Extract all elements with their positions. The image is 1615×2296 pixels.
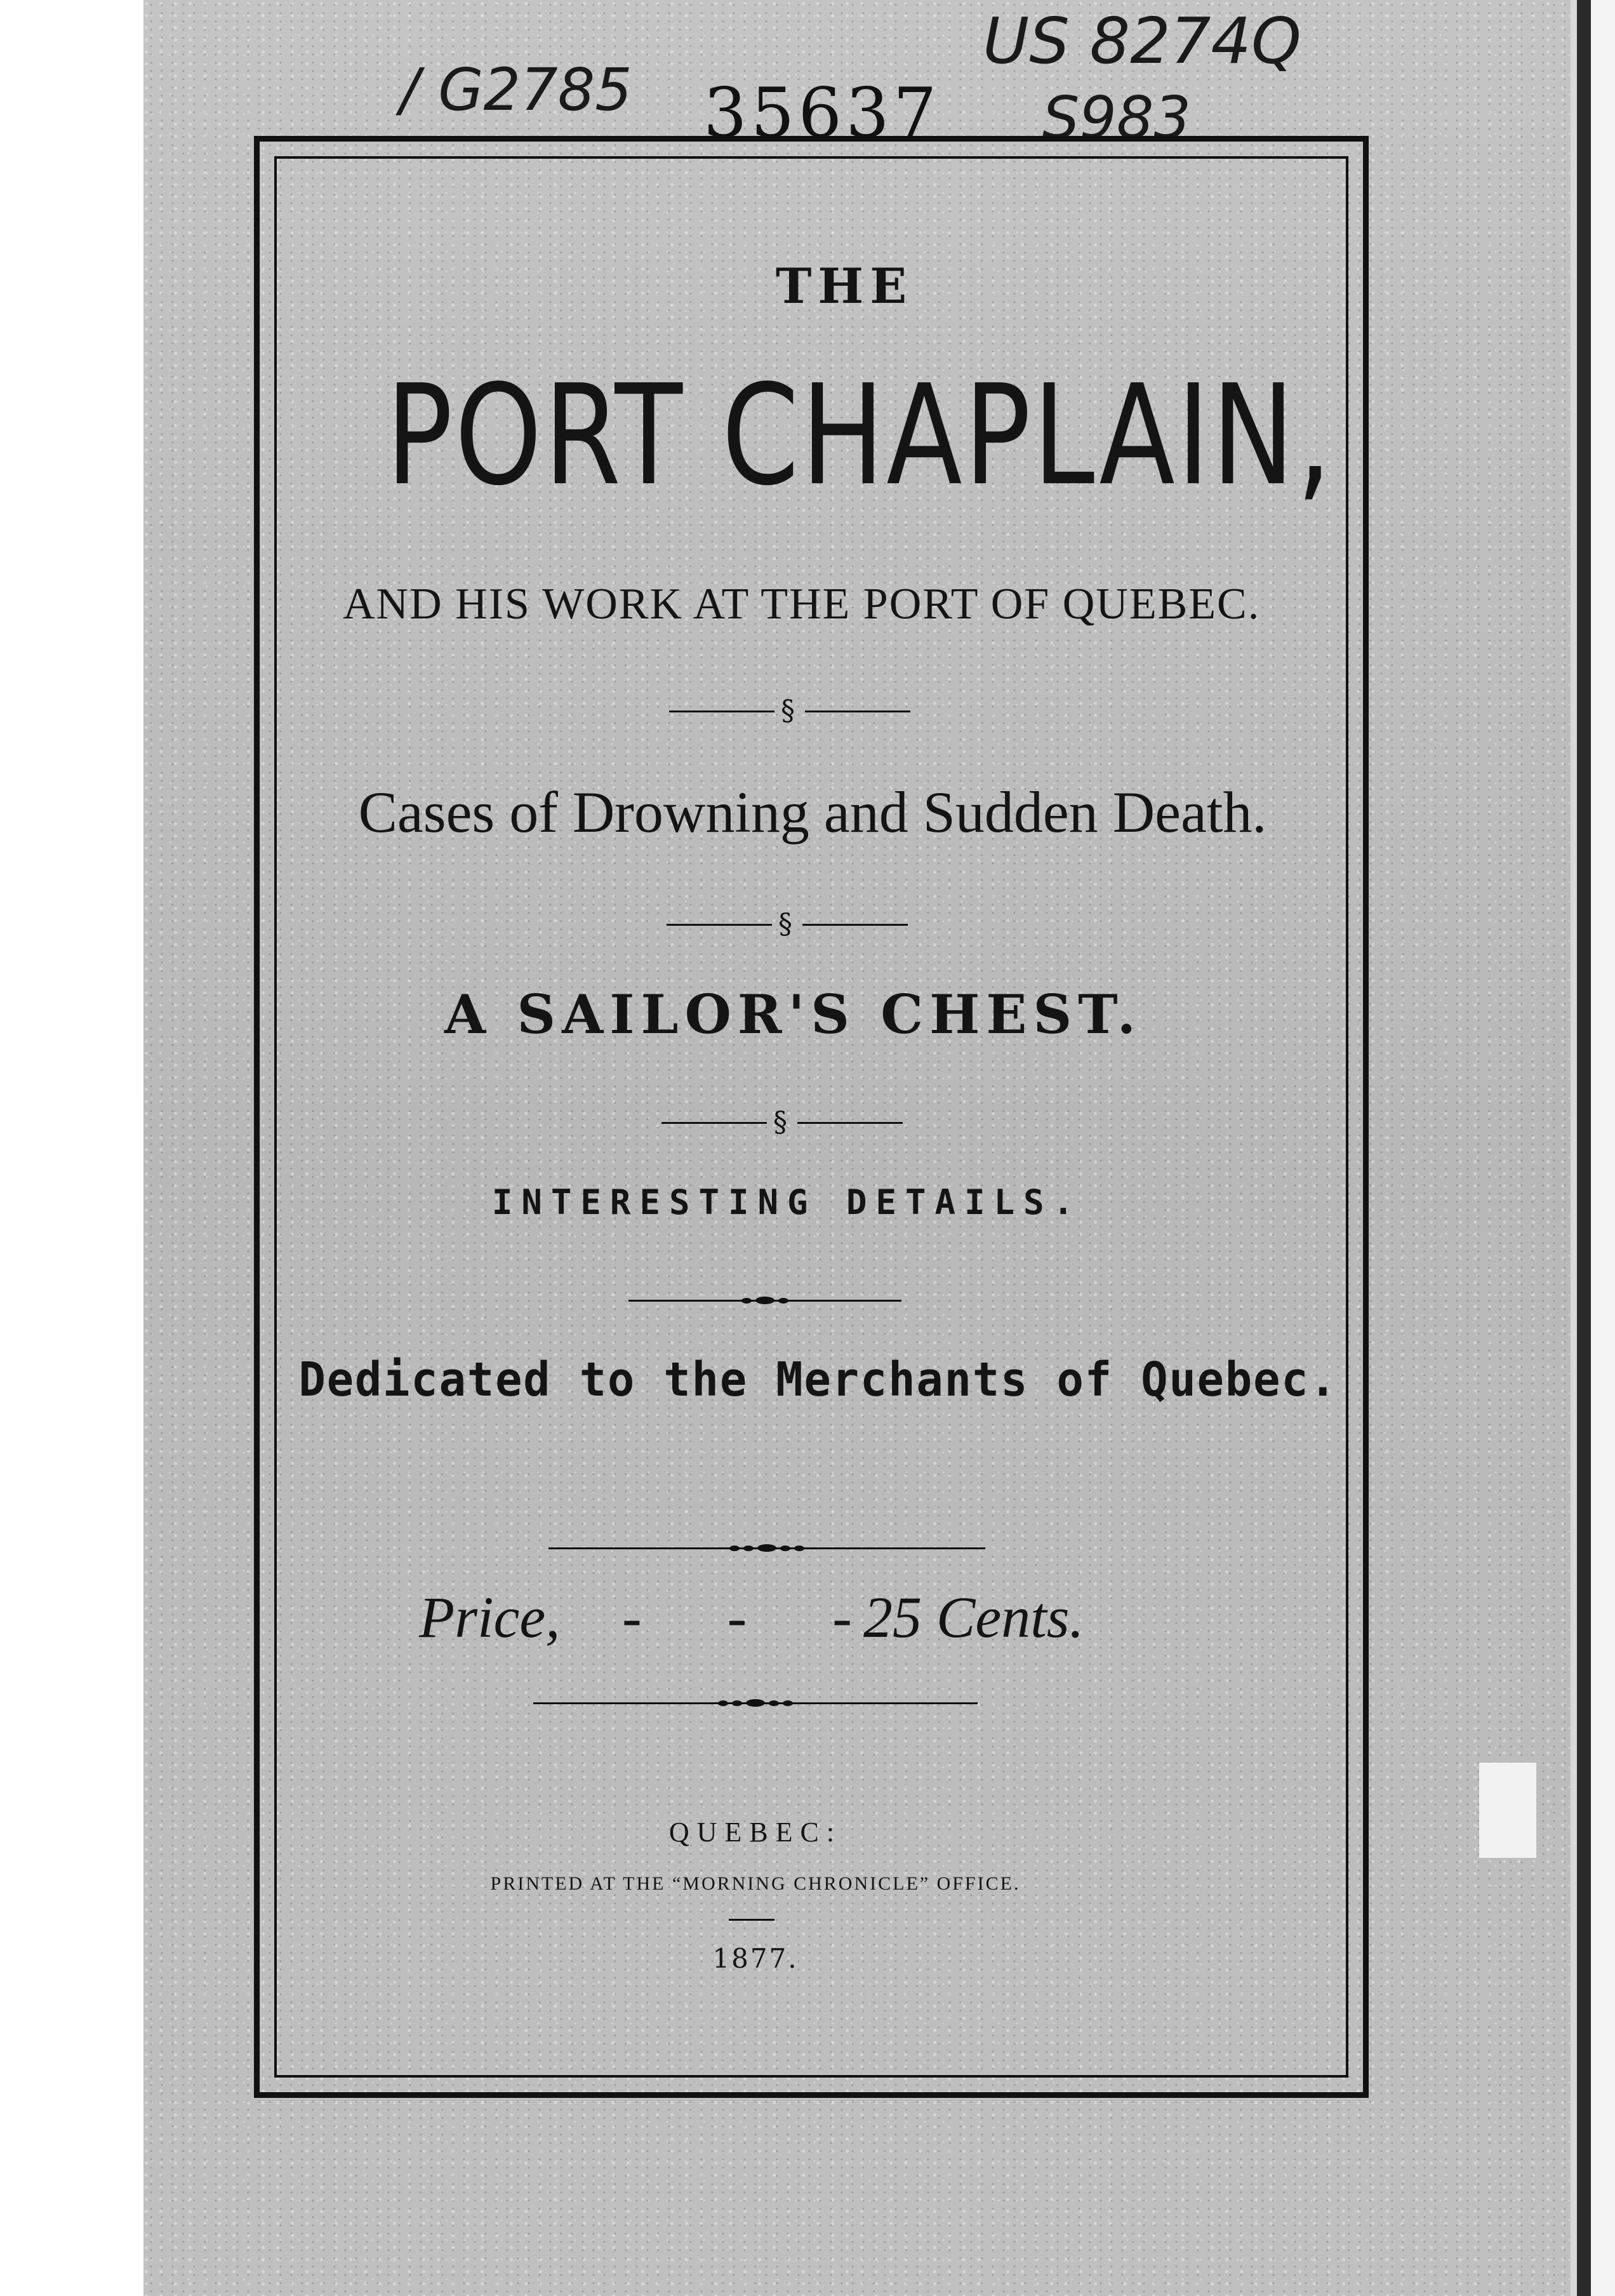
section-divider [669, 695, 910, 727]
section-mark: § [773, 1106, 787, 1138]
price-label: Price, [419, 1585, 561, 1650]
section-divider [661, 1106, 903, 1138]
handwritten-call-number: US 8274Q [983, 4, 1301, 78]
topic-sailors-chest: A SAILOR'S CHEST. [444, 983, 1143, 1046]
ornamental-rule [628, 1294, 901, 1307]
section-mark: § [778, 908, 792, 940]
topic-drowning: Cases of Drowning and Sudden Death. [358, 780, 1267, 844]
stamped-number: 35637 [703, 74, 941, 153]
section-mark: § [781, 695, 795, 727]
subtitle: AND HIS WORK AT THE PORT OF QUEBEC. [343, 580, 1261, 629]
imprint-year: 1877. [712, 1943, 799, 1974]
title-article: THE [775, 258, 914, 314]
page-edge-shadow [1577, 0, 1591, 2296]
paper-damage-patch [1479, 1763, 1536, 1858]
main-title: PORT CHAPLAIN, [386, 356, 1334, 516]
scan-margin-right [1591, 0, 1615, 2296]
page-edge [1571, 0, 1577, 2296]
topic-details: INTERESTING DETAILS. [491, 1182, 1083, 1222]
price-value: 25 Cents. [863, 1585, 1084, 1650]
imprint-city: QUEBEC: [668, 1817, 842, 1848]
ornamental-rule [548, 1542, 985, 1554]
price-dashes: - - - [622, 1585, 887, 1650]
imprint-rule [729, 1919, 774, 1921]
handwritten-call-number-2: S983 [1042, 84, 1191, 152]
dedication: Dedicated to the Merchants of Quebec. [298, 1352, 1338, 1407]
scan-margin [0, 0, 143, 2296]
imprint-printer: PRINTED AT THE “MORNING CHRONICLE” OFFICE. [490, 1873, 1021, 1894]
section-divider [667, 908, 908, 940]
handwritten-shelfmark: / G2785 [400, 56, 632, 124]
ornamental-rule [533, 1697, 978, 1709]
